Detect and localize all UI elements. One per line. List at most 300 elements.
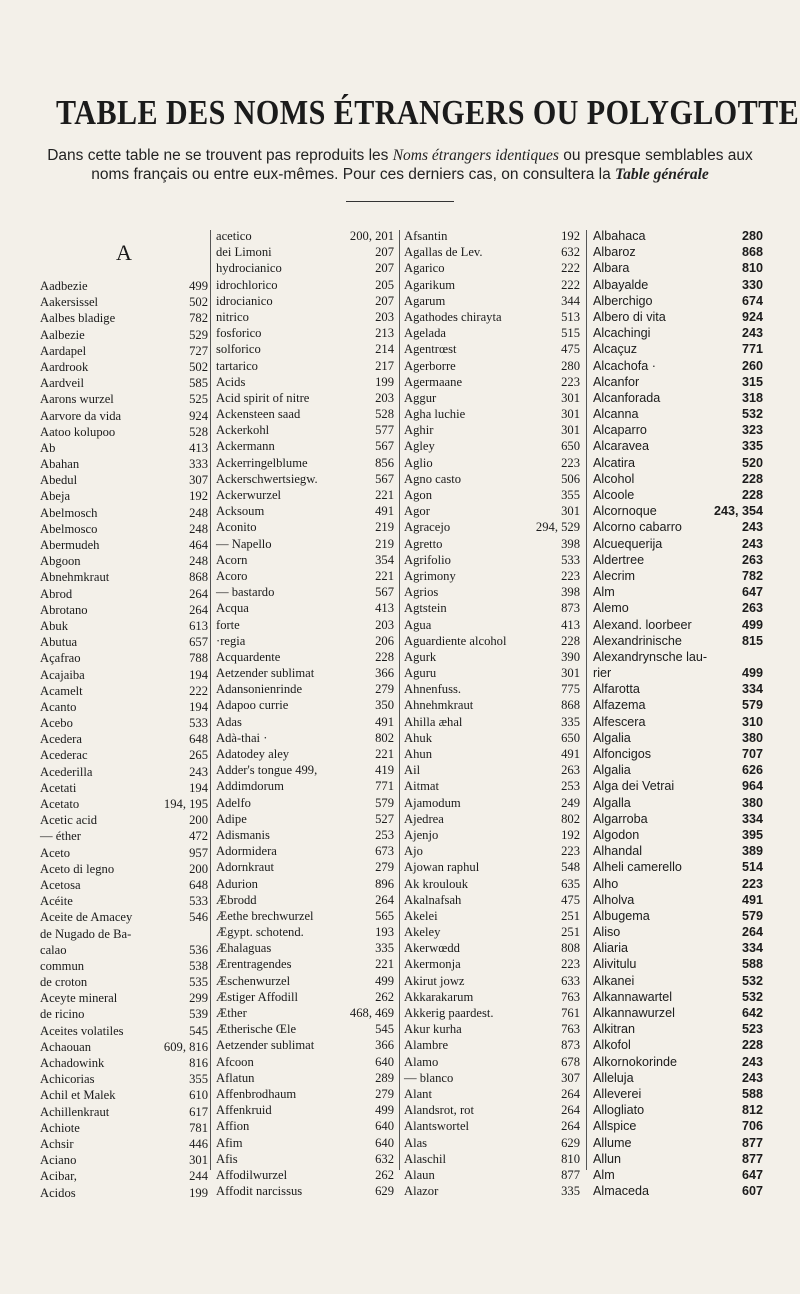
entry-term: Adà-thai ·: [216, 730, 268, 745]
index-entry: [216, 778, 394, 794]
entry-page-number: 538: [189, 958, 208, 973]
entry-term: Allogliato: [593, 1103, 645, 1118]
entry-page-number: 678: [561, 1054, 580, 1069]
index-entry: [40, 893, 208, 909]
entry-term: Aguardiente alcohol: [404, 633, 507, 648]
entry-page-number: 334: [741, 682, 763, 697]
index-entry: [593, 730, 763, 746]
entry-page-number: 207: [375, 245, 394, 260]
entry-term: Akalnafsah: [404, 892, 462, 907]
entry-page-number: 200: [189, 813, 208, 828]
index-entry: [404, 1070, 580, 1086]
index-entry: [593, 989, 763, 1005]
index-column-1: [40, 228, 208, 1201]
entry-page-number: 810: [741, 261, 763, 276]
entry-page-number: 464: [189, 538, 208, 552]
index-entry: [404, 989, 580, 1005]
entry-term: Akelei: [404, 908, 438, 923]
index-entry: [216, 714, 394, 730]
index-entry: [40, 634, 208, 650]
index-entry: [593, 552, 763, 568]
index-entry: [40, 456, 208, 472]
entry-page-number: 545: [189, 1023, 208, 1038]
entry-term: Agrios: [404, 585, 439, 600]
index-entry: [216, 1054, 394, 1070]
entry-page-number: 279: [375, 860, 394, 875]
index-entry: [404, 892, 580, 908]
index-entry: [216, 1005, 394, 1021]
index-entry: [404, 309, 580, 325]
entry-term: Aadbezie: [40, 279, 88, 293]
index-entry: [404, 228, 580, 244]
entry-term: Alleverei: [593, 1086, 642, 1101]
entry-page-number: 222: [561, 261, 580, 276]
entry-term: Agretto: [404, 536, 443, 551]
entry-page-number: 253: [561, 779, 580, 794]
entry-page-number: 567: [375, 585, 394, 600]
entry-page-number: 632: [375, 1151, 394, 1166]
index-entry: [404, 438, 580, 454]
entry-term: tartarico: [216, 358, 258, 373]
index-entry: [593, 277, 763, 293]
entry-page-number: 389: [741, 844, 763, 859]
index-entry: [216, 1167, 394, 1183]
entry-page-number: 262: [375, 989, 394, 1004]
entry-page-number: 334: [741, 811, 763, 826]
entry-page-number: 873: [561, 601, 580, 616]
entry-page-number: 263: [561, 763, 580, 778]
entry-page-number: 491: [561, 747, 580, 761]
index-entry: [40, 472, 208, 488]
index-entry: [404, 584, 580, 600]
entry-term: Aghir: [404, 423, 434, 438]
entry-term: Agallas de Lev.: [404, 245, 483, 260]
entry-term: Alemo: [593, 601, 629, 616]
entry-page-number: 344: [561, 293, 580, 308]
index-entry: [216, 1102, 394, 1118]
index-entry: [40, 877, 208, 893]
entry-term: Achaouan: [40, 1039, 92, 1054]
entry-page-number: 775: [561, 682, 580, 697]
entry-term: Acetati: [40, 780, 77, 795]
index-entry: [593, 633, 763, 649]
index-entry: [216, 859, 394, 875]
index-entry: [404, 519, 580, 535]
index-entry: [216, 487, 394, 503]
entry-term: Abelmosch: [40, 505, 98, 520]
entry-term: Ahun: [404, 747, 432, 761]
entry-page-number: 514: [741, 860, 763, 875]
entry-page-number: 585: [189, 376, 208, 391]
entry-page-number: 223: [561, 568, 580, 583]
index-entry: [593, 1135, 763, 1151]
index-entry: [216, 1070, 394, 1086]
entry-term: Acids: [216, 374, 246, 389]
entry-page-number: 781: [189, 1120, 208, 1135]
index-entry: [593, 584, 763, 600]
index-entry: [216, 908, 394, 924]
entry-term: Aetzender sublimat: [216, 666, 315, 681]
entry-term: Alkanei: [593, 973, 635, 988]
entry-page-number: 873: [561, 1038, 580, 1053]
entry-page-number: 763: [561, 1022, 580, 1037]
entry-term: Abutua: [40, 635, 78, 650]
index-entry: [40, 780, 208, 796]
entry-page-number: 213: [375, 326, 394, 341]
entry-page-number: 499: [741, 666, 763, 681]
index-entry: [404, 697, 580, 713]
entry-term: Akkerig paardest.: [404, 1006, 494, 1020]
entry-page-number: 633: [561, 973, 580, 988]
entry-page-number: 221: [375, 568, 394, 583]
index-entry: [593, 438, 763, 454]
entry-term: Alambre: [404, 1038, 449, 1053]
entry-page-number: 499: [375, 1103, 394, 1118]
entry-term: Alexandrinische: [593, 633, 682, 648]
page-title: TABLE DES NOMS ÉTRANGERS OU POLYGLOTTE: [56, 93, 800, 132]
entry-page-number: 194: [189, 699, 208, 714]
entry-page-number: 567: [375, 471, 394, 486]
entry-page-number: 535: [189, 975, 208, 990]
index-entry: [593, 876, 763, 892]
index-entry: [593, 406, 763, 422]
index-entry: [593, 487, 763, 503]
index-entry: [404, 1135, 580, 1151]
index-entry: [404, 665, 580, 681]
entry-page-number: 650: [561, 730, 580, 745]
index-entry: [404, 859, 580, 875]
entry-page-number: 280: [741, 229, 763, 243]
entry-term: Alfazema: [593, 698, 646, 713]
index-entry: [404, 1151, 580, 1167]
index-entry: [593, 374, 763, 390]
entry-page-number: 647: [741, 585, 763, 600]
entry-term: Akerwœdd: [404, 941, 460, 956]
index-entry: [404, 843, 580, 859]
entry-term: Adder's tongue 499,: [216, 763, 318, 778]
entry-term: Albaroz: [593, 245, 636, 260]
entry-term: Ackerkohl: [216, 423, 270, 438]
entry-page-number: 520: [741, 455, 763, 470]
intro-table-reference: Table générale: [615, 166, 709, 183]
index-entry: [404, 1037, 580, 1053]
index-entry: [216, 876, 394, 892]
entry-page-number: 192: [561, 827, 580, 842]
entry-page-number: 260: [741, 358, 763, 373]
entry-page-number: 301: [561, 666, 580, 681]
index-entry: [404, 422, 580, 438]
entry-page-number: 243: [741, 536, 763, 551]
entry-term: Alkannawurzel: [593, 1006, 675, 1020]
entry-page-number: 533: [189, 894, 208, 909]
entry-term: Afsantin: [404, 229, 448, 243]
index-entry: [216, 584, 394, 600]
entry-term: Agracejo: [404, 520, 451, 535]
intro-text: [38, 146, 762, 184]
entry-term: Aliso: [593, 925, 621, 940]
entry-page-number: 761: [561, 1006, 580, 1020]
entry-page-number: 567: [375, 439, 394, 454]
entry-term: Adurion: [216, 876, 258, 891]
index-entry: [593, 519, 763, 535]
entry-page-number: 548: [561, 860, 580, 875]
entry-page-number: 546: [189, 910, 208, 925]
index-entry: [404, 1054, 580, 1070]
entry-page-number: 610: [189, 1088, 208, 1103]
entry-term: Alandsrot, rot: [404, 1103, 474, 1118]
entry-page-number: 957: [189, 845, 208, 860]
entry-term: Acid spirit of nitre: [216, 390, 310, 405]
entry-page-number: 533: [189, 716, 208, 731]
entry-page-number: 301: [561, 407, 580, 422]
index-entry: [404, 811, 580, 827]
entry-page-number: 279: [375, 1086, 394, 1101]
entry-page-number: 228: [741, 488, 763, 502]
index-entry: [404, 778, 580, 794]
index-entry: [40, 602, 208, 618]
entry-term: rier: [593, 666, 612, 681]
entry-page-number: 299: [189, 991, 208, 1006]
entry-page-number: 203: [375, 617, 394, 632]
index-entry: [593, 260, 763, 276]
entry-page-number: 648: [189, 732, 208, 747]
index-entry: [593, 827, 763, 843]
entry-term: Alcuequerija: [593, 536, 663, 551]
entry-page-number: 727: [189, 343, 208, 358]
entry-page-number: 579: [375, 795, 394, 810]
index-entry: [40, 505, 208, 521]
entry-page-number: 280: [561, 358, 580, 373]
index-entry: [216, 843, 394, 859]
entry-term: Alas: [404, 1135, 428, 1150]
index-entry: [40, 958, 208, 974]
entry-term: Adormidera: [216, 844, 277, 859]
index-entry: [40, 310, 208, 326]
entry-page-number: 577: [375, 423, 394, 438]
index-entry: [404, 390, 580, 406]
entry-term: Aceite de Amacey: [40, 910, 133, 925]
entry-page-number: 533: [561, 552, 580, 567]
entry-term: Æther: [216, 1006, 247, 1020]
entry-term: Ætherische Œle: [216, 1022, 297, 1037]
index-entry: [216, 665, 394, 681]
entry-page-number: 506: [561, 471, 580, 486]
entry-page-number: 200: [189, 861, 208, 876]
entry-page-number: 527: [375, 811, 394, 826]
entry-term: Achsir: [40, 1136, 74, 1151]
entry-page-number: 194, 195: [163, 797, 208, 811]
index-entry: [404, 455, 580, 471]
entry-term: Aflatun: [216, 1070, 255, 1085]
entry-page-number: 219: [375, 520, 394, 535]
entry-term: Aldertree: [593, 552, 645, 567]
index-entry: [404, 762, 580, 778]
entry-term: Adipe: [216, 811, 247, 826]
entry-page-number: 528: [189, 424, 208, 439]
entry-page-number: 264: [189, 586, 208, 601]
entry-term: Æethe brechwurzel: [216, 908, 314, 923]
entry-term: Aciano: [40, 1153, 77, 1168]
entry-term: Aceto di legno: [40, 861, 115, 876]
index-entry: [216, 422, 394, 438]
index-entry: [593, 1118, 763, 1134]
entry-page-number: 380: [741, 795, 763, 810]
index-entry: [404, 1167, 580, 1183]
entry-page-number: 868: [741, 245, 763, 260]
index-entry: [40, 926, 208, 942]
entry-term: Aetzender sublimat: [216, 1038, 315, 1053]
entry-term: Acanto: [40, 699, 77, 714]
entry-term: Alcohol: [593, 471, 635, 486]
entry-page-number: 536: [189, 942, 208, 957]
entry-term: idrochlorico: [216, 277, 278, 292]
entry-page-number: 307: [561, 1070, 580, 1085]
index-entry: [404, 536, 580, 552]
index-entry: [40, 861, 208, 877]
entry-term: Algalia: [593, 763, 631, 778]
entry-page-number: 248: [189, 521, 208, 536]
entry-page-number: 264: [741, 925, 763, 940]
entry-term: Affodilwurzel: [216, 1167, 288, 1182]
index-entry: [40, 667, 208, 683]
index-entry: [40, 909, 208, 925]
entry-term: Acidos: [40, 1185, 76, 1200]
entry-term: Achillenkraut: [40, 1104, 110, 1119]
index-entry: [40, 537, 208, 553]
entry-page-number: 523: [741, 1022, 763, 1037]
entry-term: Ackerwurzel: [216, 488, 282, 502]
index-entry: [404, 1183, 580, 1199]
index-entry: [216, 244, 394, 260]
entry-term: Aitmat: [404, 779, 439, 794]
index-entry: [216, 746, 394, 762]
index-entry: [404, 924, 580, 940]
entry-page-number: 642: [741, 1006, 763, 1020]
entry-page-number: 673: [375, 844, 394, 859]
entry-page-number: 265: [189, 748, 208, 763]
entry-term: Ajo: [404, 844, 423, 859]
entry-page-number: 251: [561, 925, 580, 940]
section-letter: A: [116, 240, 132, 265]
entry-page-number: 243: [189, 764, 208, 779]
entry-page-number: 588: [741, 1086, 763, 1101]
index-entry: [593, 536, 763, 552]
index-entry: [404, 746, 580, 762]
index-entry: [216, 438, 394, 454]
entry-page-number: 532: [741, 407, 763, 422]
entry-term: Agurk: [404, 649, 437, 664]
index-entry: [404, 1118, 580, 1134]
entry-term: Acebo: [40, 716, 73, 731]
entry-page-number: 355: [189, 1072, 208, 1087]
entry-page-number: 629: [561, 1135, 580, 1150]
entry-term: Ajenjo: [404, 827, 439, 842]
entry-page-number: 335: [741, 439, 763, 454]
index-entry: [40, 1039, 208, 1055]
index-entry: [216, 795, 394, 811]
entry-term: Alcachofa ·: [593, 358, 656, 373]
index-entry: [404, 325, 580, 341]
entry-term: Agrifolio: [404, 552, 451, 567]
entry-term: Alga dei Vetrai: [593, 779, 675, 794]
index-entry: [216, 956, 394, 972]
entry-page-number: 221: [375, 747, 394, 761]
entry-page-number: 222: [561, 277, 580, 292]
entry-term: Agtstein: [404, 601, 447, 616]
entry-term: Adas: [216, 714, 242, 729]
index-entry: [404, 681, 580, 697]
index-entry: [593, 843, 763, 859]
entry-page-number: 771: [741, 342, 763, 357]
index-entry: [593, 244, 763, 260]
entry-page-number: 264: [561, 1086, 580, 1101]
entry-page-number: 640: [375, 1054, 394, 1069]
entry-page-number: 475: [561, 892, 580, 907]
index-entry: [40, 1023, 208, 1039]
entry-page-number: 248: [189, 505, 208, 520]
index-entry: [593, 924, 763, 940]
index-entry: [404, 260, 580, 276]
entry-page-number: 468, 469: [349, 1006, 394, 1020]
index-entry: [404, 406, 580, 422]
entry-term: Aceto: [40, 845, 71, 860]
entry-page-number: 810: [561, 1151, 580, 1166]
entry-term: Alaschil: [404, 1151, 446, 1166]
entry-term: Akeley: [404, 925, 441, 940]
entry-page-number: 355: [561, 488, 580, 502]
entry-page-number: 398: [561, 536, 580, 551]
entry-term: Acorn: [216, 552, 248, 567]
entry-term: Acetosa: [40, 877, 81, 892]
index-entry: [40, 375, 208, 391]
entry-term: — Napello: [216, 536, 272, 551]
index-entry: [404, 649, 580, 665]
entry-term: Agno casto: [404, 471, 462, 486]
entry-page-number: 380: [741, 730, 763, 745]
index-entry: [593, 1037, 763, 1053]
index-entry: [593, 471, 763, 487]
entry-page-number: 350: [375, 698, 394, 713]
entry-page-number: 815: [741, 633, 763, 648]
entry-term: Alant: [404, 1086, 432, 1101]
entry-page-number: 395: [741, 827, 763, 842]
index-entry: [40, 440, 208, 456]
entry-page-number: 617: [189, 1104, 208, 1119]
entry-page-number: 333: [189, 457, 208, 472]
entry-page-number: 491: [375, 504, 394, 519]
entry-page-number: 228: [741, 1038, 763, 1053]
entry-term: Ægypt. schotend.: [216, 925, 304, 940]
index-entry: [404, 358, 580, 374]
index-entry: [40, 845, 208, 861]
entry-page-number: 335: [561, 1184, 580, 1199]
entry-term: Alfoncigos: [593, 747, 652, 761]
entry-term: Ackensteen saad: [216, 407, 301, 422]
entry-page-number: 647: [741, 1167, 763, 1182]
entry-page-number: 223: [741, 876, 763, 891]
entry-term: Adornkraut: [216, 860, 275, 875]
entry-page-number: 475: [561, 342, 580, 357]
entry-page-number: 221: [375, 488, 394, 502]
entry-term: Allume: [593, 1135, 632, 1150]
index-entry: [593, 341, 763, 357]
index-entry: [216, 633, 394, 649]
index-entry: [216, 358, 394, 374]
entry-term: Abrod: [40, 586, 73, 601]
entry-page-number: 579: [741, 698, 763, 713]
entry-page-number: 221: [375, 957, 394, 972]
entry-page-number: 588: [741, 957, 763, 972]
